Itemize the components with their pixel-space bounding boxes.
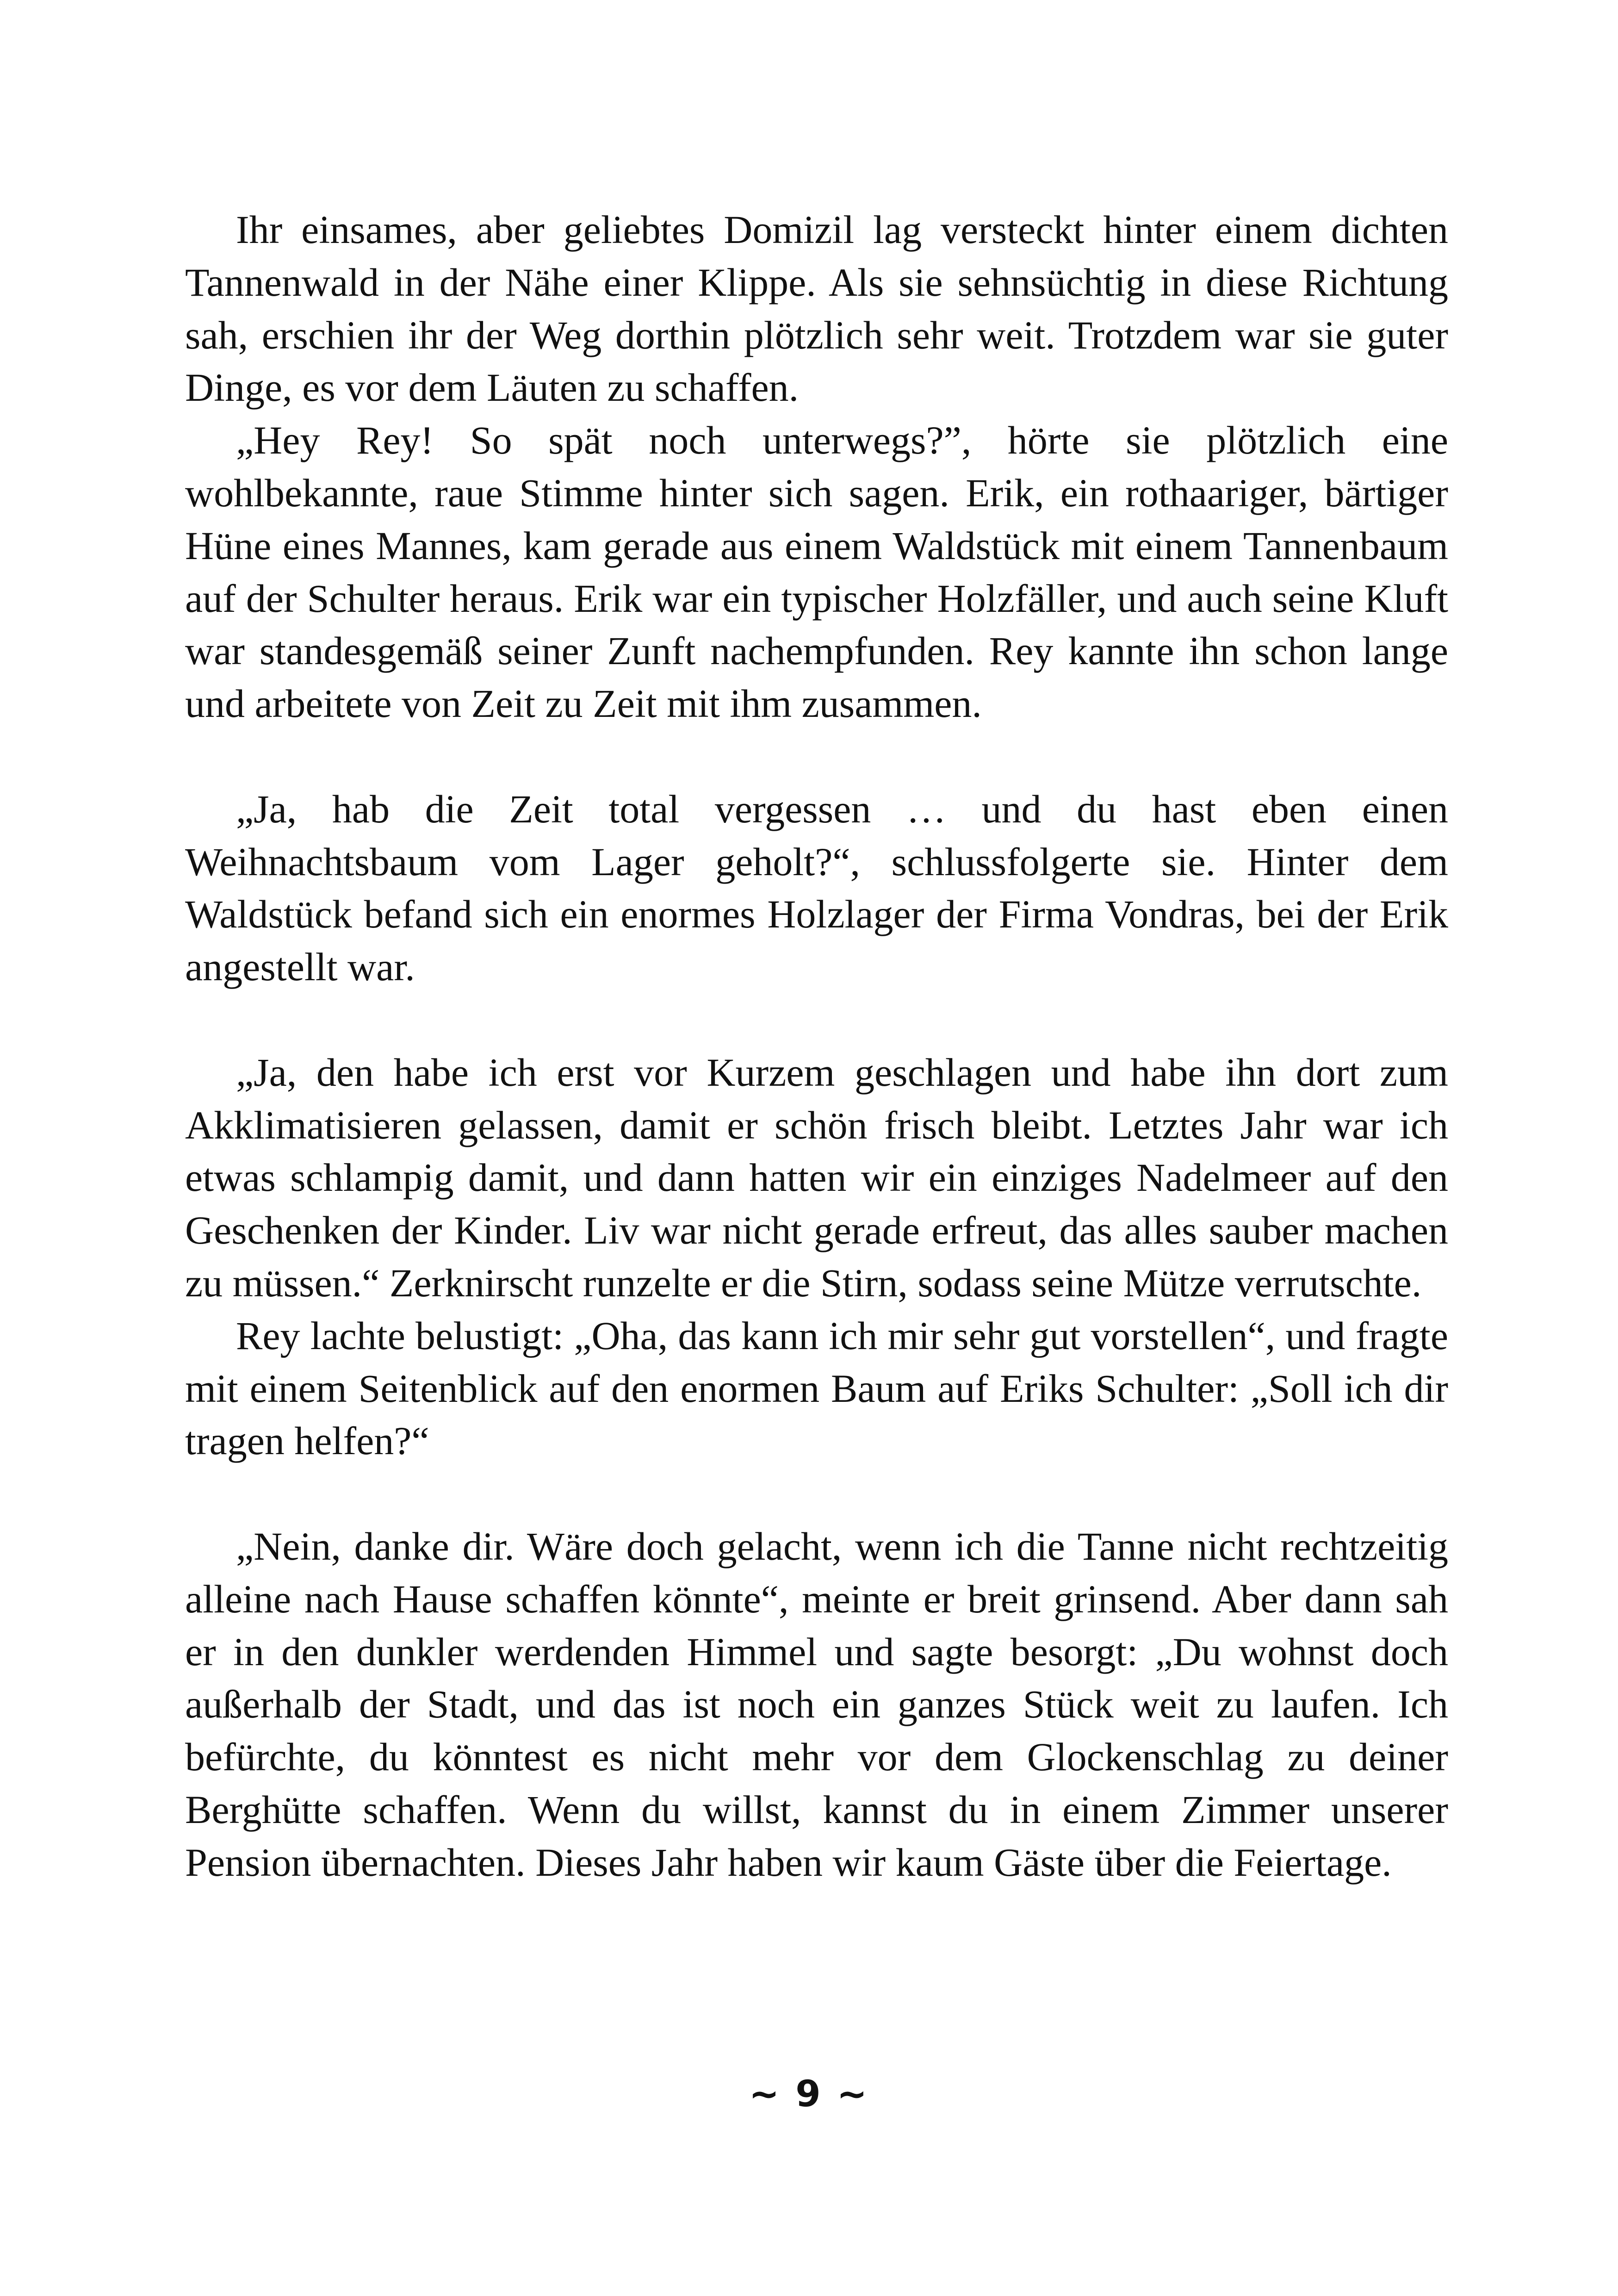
paragraph-1: Ihr einsames, aber geliebtes Domizil lag versteckt hinter einem dichten Tannenwald in der Nähe einer Klippe. Als sie sehnsüchtig in diese Richtung sah, erschien ihr der Weg dorthin plötzlich sehr weit. Trotzdem war sie guter Dinge, es vor dem Läuten zu schaffen. [185,207,1448,410]
page-number: ~ 9 ~ [749,2073,869,2115]
paragraph-5: Rey lachte belustigt: „Oha, das kann ich mir sehr gut vorstellen“, und fragte mit einem Seitenblick auf den enormen Baum auf Eriks Schulter: „Soll ich dir tragen helfen?“ [185,1313,1448,1463]
paragraph-6: „Nein, danke dir. Wäre doch gelacht, wenn ich die Tanne nicht rechtzeitig alleine nach Hause schaffen könnte“, meinte er breit grinsend. Aber dann sah er in den dunkler werdenden Himmel und sagte besorgt: „Du wohnst doch außerhalb der Stadt, und das ist noch ein ganzes Stück weit zu laufen. Ich befürchte, du könntest es nicht mehr vor dem Glockenschlag zu deiner Berghütte schaffen. Wenn du willst, kannst du in einem Zimmer unserer Pension übernachten. Dieses Jahr haben wir kaum Gäste über die Feiertage. [185,1524,1448,1885]
paragraph-4: „Ja, den habe ich erst vor Kurzem geschlagen und habe ihn dort zum Akklimatisieren gelassen, damit er schön frisch bleibt. Letztes Jahr war ich etwas schlampig damit, und dann hatten wir ein einziges Nadelmeer auf den Geschenken der Kinder. Liv war nicht gerade erfreut, das alles sauber machen zu müssen.“ Zerknirscht runzelte er die Stirn, sodass seine Mütze verrutschte. [185,1050,1448,1305]
paragraph-gap [185,1468,1448,1520]
paragraph-2: „Hey Rey! So spät noch unterwegs?”, hörte sie plötzlich eine wohlbekannte, raue Stimme hinter sich sagen. Erik, ein rothaariger, bärtiger Hüne eines Mannes, kam gerade aus einem Waldstück mit einem Tannenbaum auf der Schulter heraus. Erik war ein typischer Holzfäller, und auch seine Kluft war standesgemäß seiner Zunft nachempfunden. Rey kannte ihn schon lange und arbeitete von Zeit zu Zeit mit ihm zusammen. [185,418,1448,726]
paragraph-3: „Ja, hab die Zeit total vergessen … und du hast eben einen Weihnachtsbaum vom Lager geholt?“, schlussfolgerte sie. Hinter dem Waldstück befand sich ein enormes Holzlager der Firma Vondras, bei der Erik angestellt war. [185,786,1448,989]
page-body [185,204,1448,1889]
paragraph-gap [185,994,1448,1046]
paragraph-gap [185,730,1448,783]
